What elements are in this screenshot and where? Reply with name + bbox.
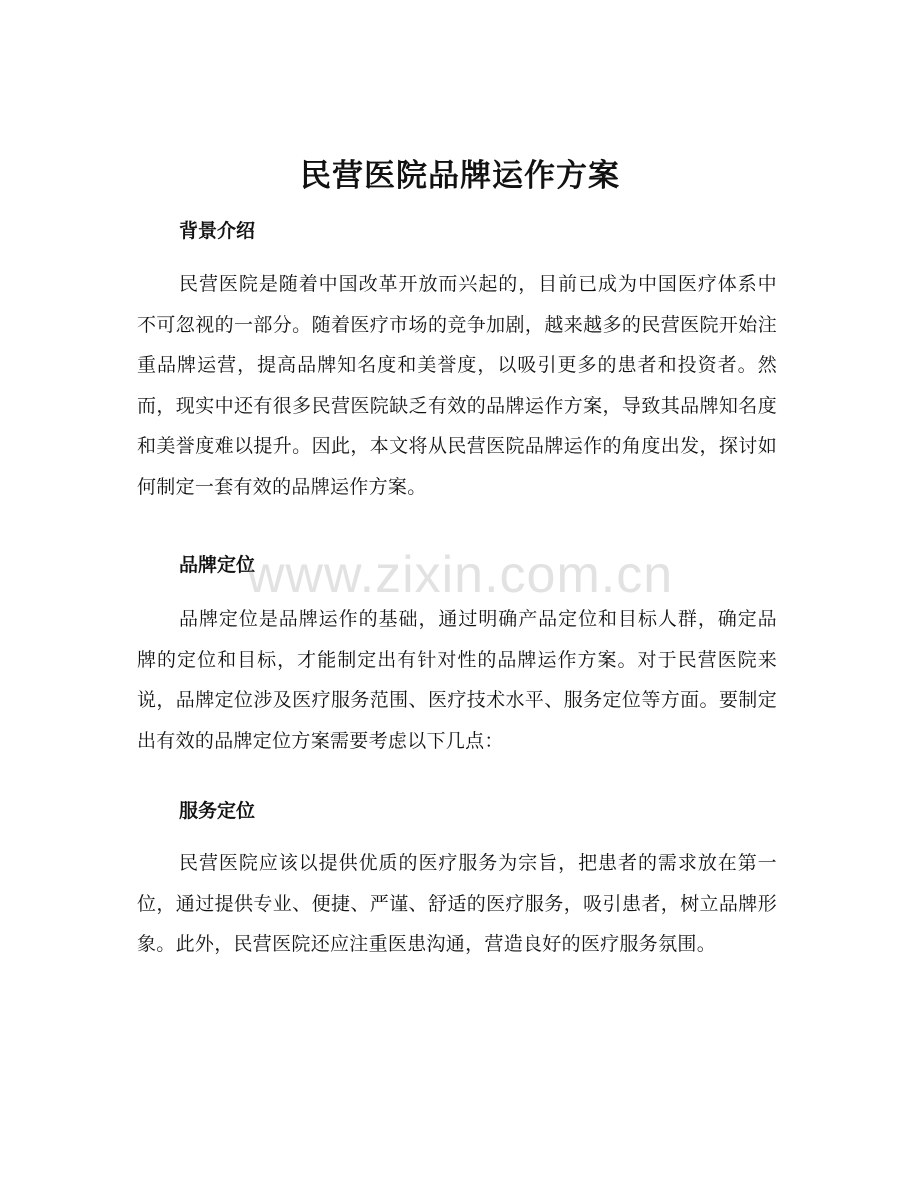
section-heading-brand-positioning: 品牌定位 (179, 554, 256, 576)
section-paragraph-background: 民营医院是随着中国改革开放而兴起的，目前已成为中国医疗体系中不可忽视的一部分。随着医疗市场的竞争加剧，越来越多的民营医院开始注重品牌运营，提高品牌知名度和美誉度，以吸引更多的患者和投资者。然而，现实中还有很多民营医院缺乏有效的品牌运作方案，导致其品牌知名度和美誉度难以提升。因此，本文将从民营医院品牌运作的角度出发，探讨如何制定一套有效的品牌运作方案。 (137, 273, 777, 498)
watermark: www.zixin.com.cn (246, 546, 674, 604)
document-title: 民营医院品牌运作方案 (300, 158, 620, 194)
section-paragraph-brand-positioning: 品牌定位是品牌运作的基础，通过明确产品定位和目标人群，确定品牌的定位和目标，才能制定出有针对性的品牌运作方案。对于民营医院来说，品牌定位涉及医疗服务范围、医疗技术水平、服务定位等方面。要制定出有效的品牌定位方案需要考虑以下几点： (137, 608, 777, 752)
section-heading-background: 背景介绍 (179, 220, 256, 242)
section-heading-service-positioning: 服务定位 (179, 800, 256, 822)
section-paragraph-service-positioning: 民营医院应该以提供优质的医疗服务为宗旨，把患者的需求放在第一位，通过提供专业、便捷、严谨、舒适的医疗服务，吸引患者，树立品牌形象。此外，民营医院还应注重医患沟通，营造良好的医疗服务氛围。 (137, 852, 777, 955)
